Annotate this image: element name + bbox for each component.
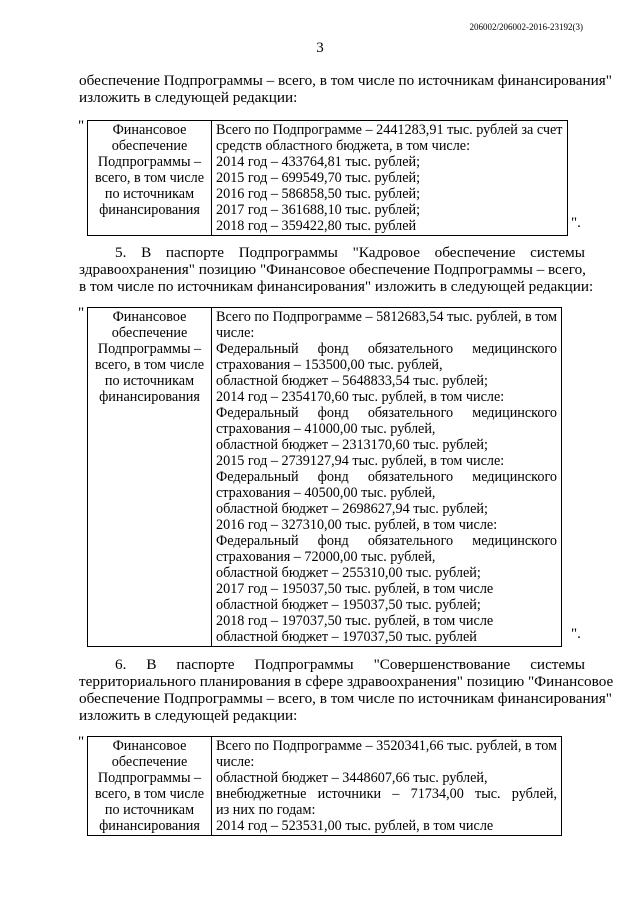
label-line: Финансовое [112, 309, 187, 325]
paragraph-6 [79, 656, 614, 724]
position-label [88, 737, 212, 836]
opening-quote: " [78, 734, 85, 750]
label-line: по источникам [104, 186, 195, 202]
value-line: Всего по Подпрограмме – 5812683,54 тыс. рублей, в том [216, 309, 558, 325]
value-line: Всего по Подпрограмме – 2441283,91 тыс. рублей за счет [216, 122, 563, 138]
value-line: 2018 год – 359422,80 тыс. рублей [216, 218, 417, 234]
label-line: обеспечение [111, 325, 188, 341]
text-line: обеспечение Подпрограммы – всего, в том числе по источникам финансирования" [79, 690, 612, 707]
value-line: Федеральный фонд обязательного медицинского [216, 469, 558, 485]
value-line: 2015 год – 2739127,94 тыс. рублей, в том числе: [216, 453, 505, 469]
value-line: страхования – 41000,00 тыс. рублей, [216, 421, 436, 437]
position-value [212, 737, 562, 836]
value-line: областной бюджет – 3448607,66 тыс. рублей, [216, 770, 488, 786]
value-line: 2016 год – 327310,00 тыс. рублей, в том числе: [216, 517, 498, 533]
value-line: 2014 год – 523531,00 тыс. рублей, в том числе [216, 818, 494, 834]
position-label [88, 308, 212, 647]
value-line: областной бюджет – 2698627,94 тыс. рублей; [216, 501, 488, 517]
label-line: по источникам [104, 373, 195, 389]
paragraph-5 [79, 244, 594, 295]
value-line: 2018 год – 197037,50 тыс. рублей, в том числе [216, 613, 494, 629]
value-line: 2017 год – 361688,10 тыс. рублей; [216, 202, 421, 218]
opening-quote: " [78, 305, 85, 321]
closing-quote: ". [571, 626, 581, 642]
text-line: территориального планирования в сфере здравоохранения" позицию "Финансовое [79, 673, 614, 690]
value-line: областной бюджет – 197037,50 тыс. рублей [216, 629, 477, 645]
value-line: 2015 год – 699549,70 тыс. рублей; [216, 170, 421, 186]
value-line: числе: [216, 325, 255, 341]
passport-table-2 [87, 307, 562, 647]
value-line: 2016 год – 586858,50 тыс. рублей; [216, 186, 421, 202]
position-value [212, 308, 562, 647]
text-line: изложить в следующей редакции: [79, 707, 298, 724]
value-line: страхования – 153500,00 тыс. рублей, [216, 357, 443, 373]
page-number: 3 [316, 40, 324, 56]
text-line: 5. В паспорте Подпрограммы "Кадровое обеспечение системы [115, 244, 585, 261]
value-line: страхования – 40500,00 тыс. рублей, [216, 485, 436, 501]
value-line: страхования – 72000,00 тыс. рублей, [216, 549, 436, 565]
label-line: всего, в том числе [94, 170, 205, 186]
label-line: всего, в том числе [94, 786, 205, 802]
value-line: средств областного бюджета, в том числе: [216, 138, 471, 154]
value-line: областной бюджет – 5648833,54 тыс. рублей; [216, 373, 488, 389]
label-line: по источникам [104, 802, 195, 818]
text-line: 6. В паспорте Подпрограммы "Совершенствование системы [115, 656, 585, 673]
value-line: Федеральный фонд обязательного медицинского [216, 405, 558, 421]
opening-quote: " [78, 118, 85, 134]
value-line: областной бюджет – 2313170,60 тыс. рублей; [216, 437, 488, 453]
label-line: финансирования [99, 202, 200, 218]
label-line: всего, в том числе [94, 357, 205, 373]
text-line: изложить в следующей редакции: [79, 89, 298, 106]
position-value [212, 121, 568, 236]
passport-table-3 [87, 736, 562, 836]
label-line: финансирования [99, 818, 200, 834]
label-line: обеспечение [111, 754, 188, 770]
label-line: Финансовое [112, 738, 187, 754]
label-line: финансирования [99, 389, 200, 405]
label-line: Подпрограммы – [97, 154, 202, 170]
value-line: Всего по Подпрограмме – 3520341,66 тыс. рублей, в том [216, 738, 558, 754]
label-line: обеспечение [111, 138, 188, 154]
label-line: Подпрограммы – [97, 341, 202, 357]
value-line: Федеральный фонд обязательного медицинского [216, 533, 558, 549]
value-line: внебюджетные источники – 71734,00 тыс. рублей, [216, 786, 558, 802]
value-line: областной бюджет – 255310,00 тыс. рублей; [216, 565, 481, 581]
value-line: 2014 год – 2354170,60 тыс. рублей, в том числе: [216, 389, 505, 405]
text-line: в том числе по источникам финансирования" изложить в следующей редакции: [79, 278, 594, 295]
value-line: из них по годам: [216, 802, 316, 818]
document-code: 206002/206002-2016-23192(3) [469, 22, 583, 32]
value-line: областной бюджет – 195037,50 тыс. рублей; [216, 597, 481, 613]
passport-table-1 [87, 120, 568, 236]
text-line: здравоохранения" позицию "Финансовое обеспечение Подпрограммы – всего, [79, 261, 586, 278]
value-line: Федеральный фонд обязательного медицинского [216, 341, 558, 357]
value-line: 2014 год – 433764,81 тыс. рублей; [216, 154, 421, 170]
closing-quote: ". [571, 215, 581, 231]
position-label [88, 121, 212, 236]
label-line: Финансовое [112, 122, 187, 138]
intro-paragraph [79, 72, 612, 106]
text-line: обеспечение Подпрограммы – всего, в том числе по источникам финансирования" [79, 72, 612, 89]
label-line: Подпрограммы – [97, 770, 202, 786]
value-line: числе: [216, 754, 255, 770]
value-line: 2017 год – 195037,50 тыс. рублей, в том числе [216, 581, 494, 597]
